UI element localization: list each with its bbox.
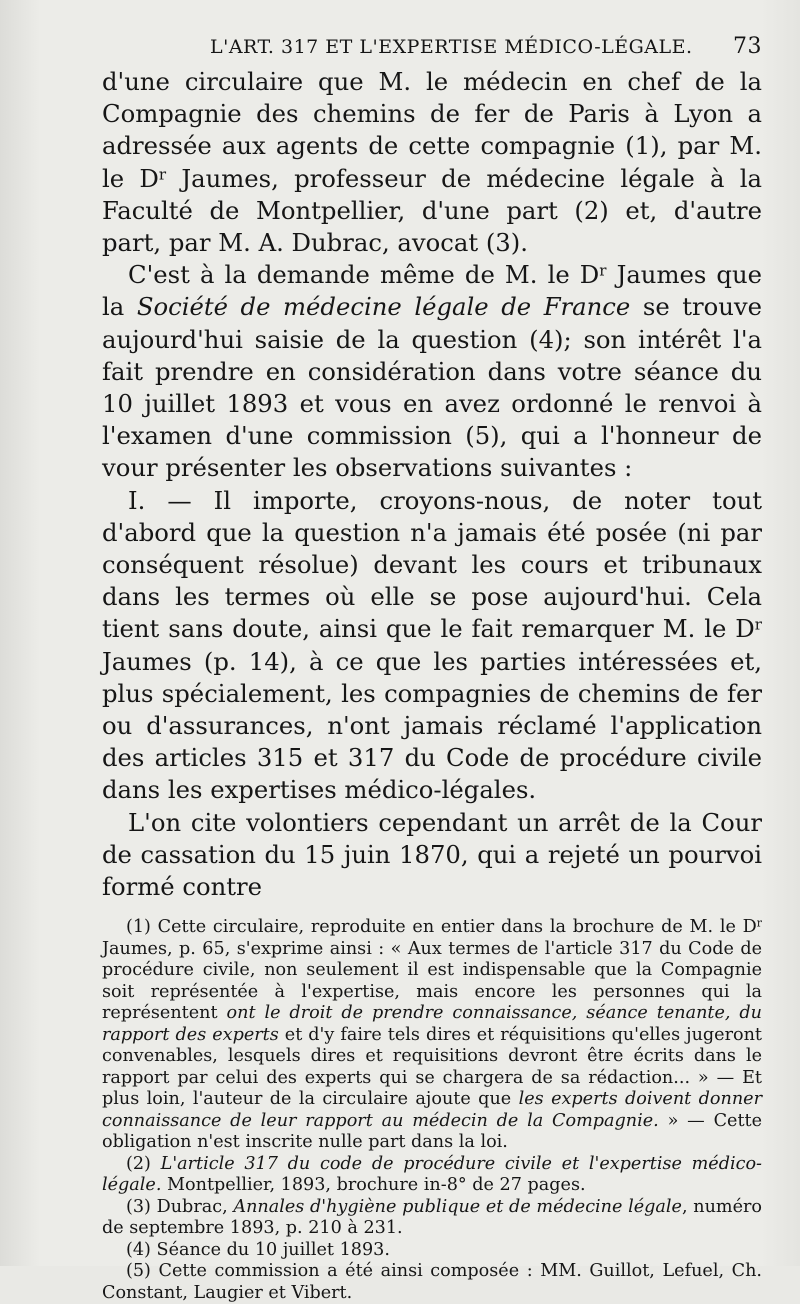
text-run: (5) Cette commission a été ainsi composée : MM. Guillot, Lefuel, Ch. Constant, Laugier et Vibert.	[102, 1261, 762, 1303]
text-run: Montpellier, 1893, brochure in-8° de 27 pages.	[161, 1175, 586, 1196]
footnote-5	[102, 1261, 762, 1304]
footnotes	[102, 917, 762, 1304]
paragraph-2	[102, 259, 762, 484]
main-text	[102, 66, 762, 903]
text-run: Jaumes que la	[102, 260, 762, 322]
footnote-2	[102, 1154, 762, 1197]
paragraph-1	[102, 66, 762, 259]
superscript: r	[599, 261, 607, 280]
text-run: se trouve aujourd'hui saisie de la question (4); son intérêt l'a fait prendre en considération dans votre séance du 10 juillet 1893 et vous en avez ordonné le renvoi à l'examen d'une commission (5), qui a l'honneur de vour présenter les observations suivantes :	[102, 292, 763, 483]
running-header	[102, 30, 762, 66]
superscript: r	[158, 165, 167, 184]
text-run: Jaumes, p. 65, s'exprime ainsi : « Aux termes de l'article 317 du Code de procédure civile, non seulement il est indispensable que la Compagnie soit représentée à l'expertise, mais encore les personnes qui la représentent	[102, 938, 762, 1024]
text-run: C'est à la demande même de M. le D	[128, 260, 600, 290]
italic-society-name: Société de médecine légale de France	[136, 292, 631, 322]
text-run: (1) Cette circulaire, reproduite en entier dans la brochure de M. le D	[126, 917, 757, 938]
footnote-1	[102, 917, 762, 1154]
text-run: » — Cette obligation n'est inscrite nulle part dans la loi.	[102, 1110, 763, 1153]
paragraph-3	[102, 485, 762, 807]
italic-quote: ont le droit de prendre connaissance, séance tenante, du rapport des experts	[102, 1003, 763, 1045]
italic-quote: les experts doivent donner connaissance de leur rapport au médecin de la Compagnie.	[102, 1089, 763, 1131]
superscript: r	[756, 916, 762, 930]
page-number: 73	[733, 34, 762, 59]
text-run: , numéro de septembre 1893, p. 210 à 231.	[102, 1196, 762, 1239]
superscript: r	[754, 615, 762, 634]
footnote-4	[102, 1240, 762, 1262]
footnote-3	[102, 1197, 762, 1240]
text-run: (4) Séance du 10 juillet 1893.	[126, 1239, 390, 1260]
italic-title: Annales d'hygiène publique et de médecine légale	[233, 1196, 682, 1217]
text-run: (2)	[126, 1153, 161, 1174]
text-run: (3) Dubrac,	[126, 1196, 234, 1217]
text-run: I. — Il importe, croyons-nous, de noter tout d'abord que la question n'a jamais été posée (ni par conséquent résolue) devant les cours et tribunaux dans les termes où elle se pose aujourd'hui. Cela tient sans doute, ainsi que le fait remarquer M. le D	[102, 485, 762, 644]
text-run: d'une circulaire que M. le médecin en chef de la Compagnie des chemins de fer de Paris à Lyon a adressée aux agents de cette compagnie (1), par M. le D	[102, 67, 762, 193]
text-run: Jaumes (p. 14), à ce que les parties intéressées et, plus spécialement, les compagnies de chemins de fer ou d'assurances, n'ont jamais réclamé l'application des articles 315 et 317 du Code de procédure civile dans les expertises médico-légales.	[102, 646, 762, 805]
running-title: L'ART. 317 ET L'EXPERTISE MÉDICO-LÉGALE.	[210, 36, 693, 58]
italic-title: L'article 317 du code de procédure civile et l'expertise médico-légale.	[102, 1153, 762, 1196]
text-run: Jaumes, professeur de médecine légale à la Faculté de Montpellier, d'une part (2) et, d'autre part, par M. A. Dubrac, avocat (3).	[102, 163, 762, 258]
paragraph-4	[102, 807, 762, 904]
text-run: L'on cite volontiers cependant un arrêt de la Cour de cassation du 15 juin 1870, qui a rejeté un pourvoi formé contre	[102, 807, 762, 902]
text-run: et d'y faire tels dires et réquisitions qu'elles jugeront convenables, lesquels dires et requisitions devront être écrits dans le rapport par celui des experts qui se chargera de sa rédaction... » — Et plus loin, l'auteur de la circulaire ajoute que	[102, 1024, 763, 1110]
